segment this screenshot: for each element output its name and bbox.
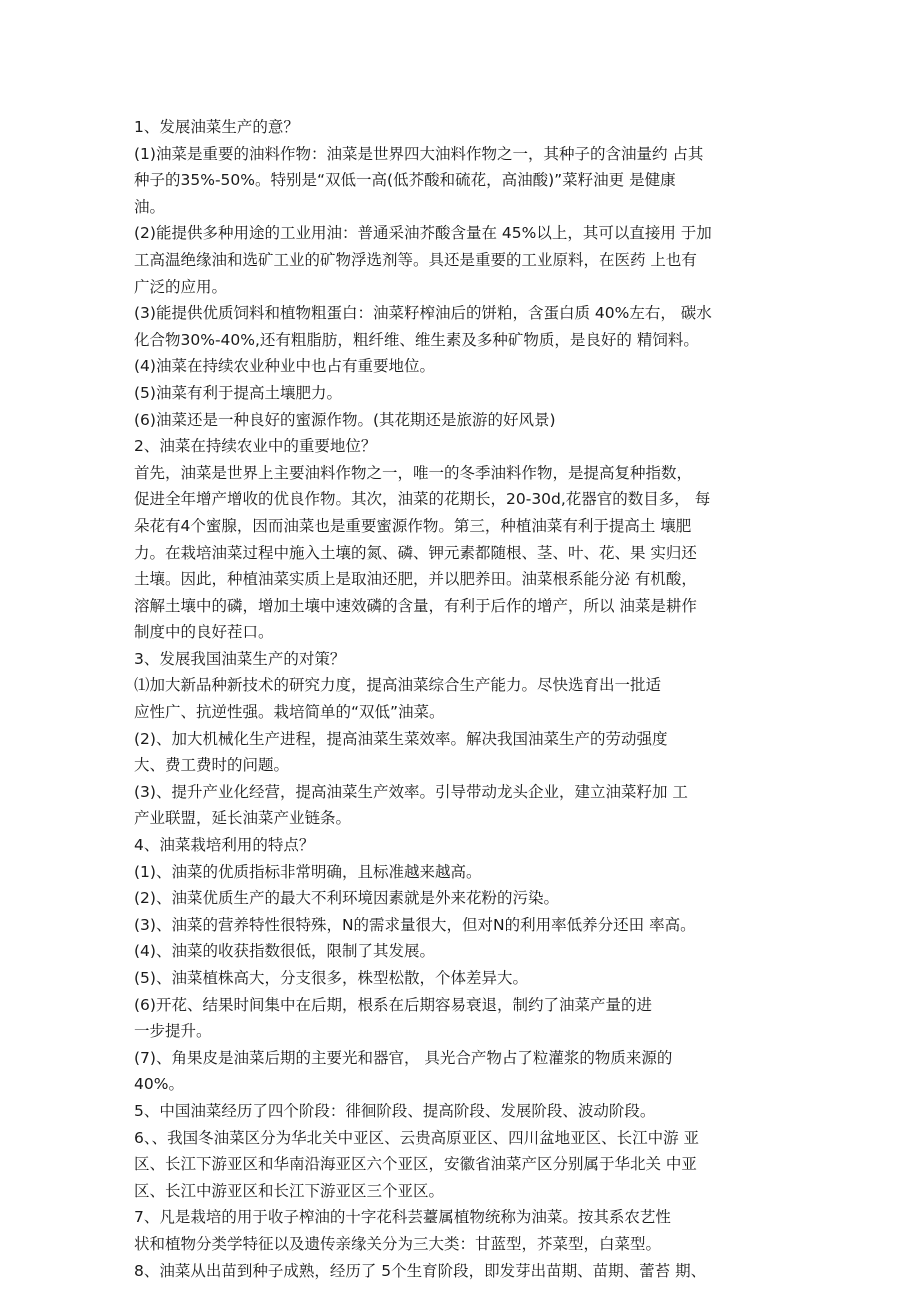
text-line: 制度中的良好茬口。 [134,623,274,642]
text-line: 促进全年增产增收的优良作物。其次，油菜的花期长，20-30d,花器官的数目多， 每 [134,490,711,509]
text-line: (4)油菜在持续农业种业中也占有重要地位。 [134,357,435,376]
text-line: 一步提升。 [134,1022,212,1041]
text-line: 广泛的应用。 [134,277,228,296]
text-line: 溶解土壤中的磷，增加土壤中速效磷的含量，有利于后作的增产，所以 油菜是耕作 [134,596,697,615]
text-line: ⑴加大新品种新技术的研究力度，提高油菜综合生产能力。尽快选育出一批适 [134,676,662,695]
text-line: (2)能提供多种用途的工业用油：普通采油芥酸含量在 45%以上，其可以直接用 于加 [134,224,712,243]
text-line: 7、凡是栽培的用于收子榨油的十字花科芸薹属植物统称为油菜。按其系农艺性 [134,1208,671,1227]
text-line: 8、油菜从出苗到种子成熟，经历了 5个生育阶段，即发芽出苗期、苗期、蕾苔 期、 [134,1261,707,1280]
text-line: (6)开花、结果时间集中在后期，根系在后期容易衰退，制约了油菜产量的进 [134,995,652,1014]
text-line: 40%。 [134,1075,184,1094]
text-line: 产业联盟，延长油菜产业链条。 [134,809,352,828]
text-line: 朵花有4个蜜腺，因而油菜也是重要蜜源作物。第三，种植油菜有利于提高土 壤肥 [134,516,692,535]
text-line: (2)、加大机械化生产进程，提高油菜生菜效率。解决我国油菜生产的劳动强度 [134,729,668,748]
text-line: (3)、提升产业化经营，提高油菜生产效率。引导带动龙头企业，建立油菜籽加 工 [134,782,688,801]
text-line: 油。 [134,197,166,216]
text-line: 状和植物分类学特征以及遗传亲缘关分为三大类：甘蓝型，芥菜型，白菜型。 [134,1234,662,1253]
text-line: 应性广、抗逆性强。栽培简单的“双低”油菜。 [134,703,445,722]
text-line: (7)、角果皮是油菜后期的主要光和器官， 具光合产物占了粒灌浆的物质来源的 [134,1048,673,1067]
text-line: 种子的35%-50%。特别是“双低一高(低芥酸和硫花，高油酸)”菜籽油更 是健康 [134,171,676,190]
text-line: 4、油菜栽培利用的特点？ [134,836,315,855]
text-line: (5)、油菜植株高大，分支很多，株型松散，个体差异大。 [134,969,528,987]
text-line: 土壤。因此，种植油菜实质上是取油还肥，并以肥养田。油菜根系能分泌 有机酸， [134,570,697,589]
text-line: (1)油菜是重要的油料作物：油菜是世界四大油料作物之一，其种子的含油量约 占其 [134,144,704,163]
text-line: (4)、油菜的收获指数很低，限制了其发展。 [134,942,435,961]
text-line: 3、发展我国油菜生产的对策？ [134,649,346,668]
text-line: 大、费工费时的问题。 [134,756,290,775]
text-line: (5)油菜有利于提高土壤肥力。 [134,383,342,402]
text-line: 区、长江下游亚区和华南沿海亚区六个亚区，安徽省油菜产区分别属于华北关 中亚 [134,1155,697,1174]
text-line: 2、油菜在持续农业中的重要地位？ [134,437,377,456]
text-line: 5、中国油菜经历了四个阶段：徘徊阶段、提高阶段、发展阶段、波动阶段。 [134,1101,656,1120]
text-line: 1、发展油菜生产的意？ [134,118,299,136]
document-body [134,114,784,1284]
text-line: 化合物30%-40%,还有粗脂肪，粗纤维、维生素及多种矿物质，是良好的 精饲料。 [134,330,699,349]
text-line: 6、、我国冬油菜区分为华北关中亚区、云贵高原亚区、四川盆地亚区、长江中游 亚 [134,1128,700,1147]
text-line: (1)、油菜的优质指标非常明确，且标准越来越高。 [134,862,482,881]
text-line: (6)油菜还是一种良好的蜜源作物。(其花期还是旅游的好风景) [134,410,556,429]
text-line: (2)、油菜优质生产的最大不利环境因素就是外来花粉的污染。 [134,889,559,908]
text-line: 工高温绝缘油和选矿工业的矿物浮选剂等。具还是重要的工业原料，在医药 上也有 [134,250,697,269]
text-line: 力。在栽培油菜过程中施入土壤的氮、磷、钾元素都随根、茎、叶、花、果 实归还 [134,543,697,562]
text-line: 首先，油菜是世界上主要油料作物之一，唯一的冬季油料作物，是提高复种指数， [134,463,693,482]
text-line: (3)、油菜的营养特性很特殊，N的需求量很大，但对N的利用率低养分还田 率高。 [134,915,696,934]
text-line: 区、长江中游亚区和长江下游亚区三个亚区。 [134,1181,445,1200]
text-line: (3)能提供优质饲料和植物粗蛋白：油菜籽榨油后的饼粕，含蛋白质 40%左右， 碳水 [134,304,712,323]
